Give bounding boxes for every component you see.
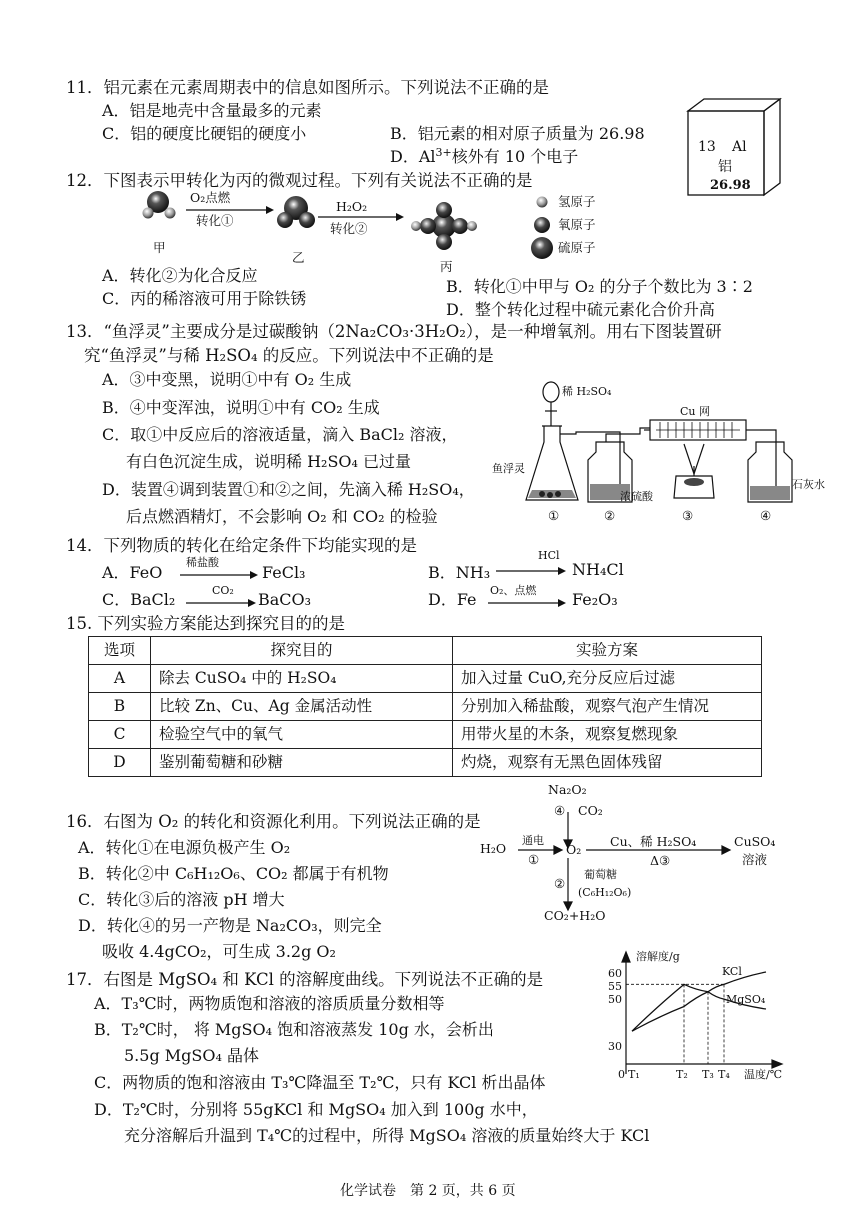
q12-option-c: C．丙的稀溶液可用于除铁锈 bbox=[102, 289, 307, 308]
apparatus-4: ④ bbox=[760, 508, 772, 523]
q13-option-c-line1: C．取①中反应后的溶液适量，滴入 BaCl₂ 溶液， bbox=[102, 425, 458, 444]
q17-option-a: A．T₃℃时，两物质饱和溶液的溶质质量分数相等 bbox=[94, 994, 445, 1013]
q16-option-b: B．转化②中 C₆H₁₂O₆、CO₂ 都属于有机物 bbox=[78, 864, 389, 883]
series-label-kcl: KCl bbox=[722, 965, 742, 978]
q16-option-d-line1: D．转化④的另一产物是 Na₂CO₃，则完全 bbox=[78, 916, 382, 935]
y-tick-label: 50 bbox=[608, 993, 622, 1006]
element-mass: 26.98 bbox=[710, 178, 751, 193]
q16-step1: ① bbox=[528, 852, 540, 867]
q16-step3: Δ③ bbox=[650, 853, 671, 868]
y-tick-label: 30 bbox=[608, 1040, 622, 1053]
arrow2-label: 转化② bbox=[330, 221, 368, 236]
q16-h2o: H₂O bbox=[480, 841, 507, 856]
table-row bbox=[89, 693, 762, 721]
label-cu-mesh: Cu 网 bbox=[680, 405, 710, 418]
y-tick-label: 55 bbox=[608, 980, 622, 993]
q11-option-b: B．铝元素的相对原子质量为 26.98 bbox=[390, 124, 645, 143]
chart-ylabel: 溶解度/g bbox=[636, 950, 680, 963]
q16-solution: 溶液 bbox=[742, 852, 768, 867]
q16-option-c: C．转化③后的溶液 pH 增大 bbox=[78, 890, 285, 909]
chart-xlabel: 温度/℃ bbox=[744, 1068, 783, 1081]
q14-arrow-a bbox=[180, 570, 258, 580]
apparatus-2: ② bbox=[604, 508, 616, 523]
x-tick-label: T₄ bbox=[718, 1068, 730, 1081]
label-dilute-acid: 稀 H₂SO₄ bbox=[562, 385, 612, 398]
label-fish-agent: 鱼浮灵 bbox=[492, 462, 525, 475]
table-cell: 用带火星的木条，观察复燃现象 bbox=[453, 721, 762, 749]
label-limewater: 石灰水 bbox=[792, 478, 825, 491]
table-row bbox=[89, 749, 762, 777]
q14-option-a-condition: 稀盐酸 bbox=[186, 556, 219, 569]
element-card-aluminium bbox=[688, 107, 780, 199]
label-conc-acid: 浓硫酸 bbox=[620, 490, 653, 503]
q17-option-b-line1: B．T₂℃时， 将 MgSO₄ 饱和溶液蒸发 10g 水，会析出 bbox=[94, 1020, 494, 1039]
q14-option-c-condition: CO₂ bbox=[212, 584, 234, 597]
label-bing: 丙 bbox=[440, 259, 453, 274]
q17-option-b-line2: 5.5g MgSO₄ 晶体 bbox=[124, 1046, 259, 1065]
q13-stem-line2: 究“鱼浮灵”与稀 H₂SO₄ 的反应。下列说法中不正确的是 bbox=[84, 346, 494, 365]
q14-option-a-left: A．FeO bbox=[102, 563, 163, 582]
q16-cu-acid: Cu、稀 H₂SO₄ bbox=[610, 834, 697, 849]
table-cell: 比较 Zn、Cu、Ag 金属活动性 bbox=[151, 693, 453, 721]
legend-oxygen: 氧原子 bbox=[558, 217, 596, 232]
q16-glucose-formula: (C₆H₁₂O₆) bbox=[578, 886, 632, 899]
q12-stem: 12．下图表示甲转化为丙的微观过程。下列有关说法不正确的是 bbox=[66, 171, 533, 190]
table-row bbox=[89, 721, 762, 749]
q16-step2: ② bbox=[554, 876, 566, 891]
table-cell: 除去 CuSO₄ 中的 H₂SO₄ bbox=[151, 665, 453, 693]
element-name: 铝 bbox=[718, 159, 732, 175]
q11-option-d: D．$Al^{3+}$核外有 10 个电子 bbox=[390, 146, 579, 166]
q11-stem: 11．铝元素在元素周期表中的信息如图所示。下列说法不正确的是 bbox=[66, 78, 549, 97]
q16-products: CO₂+H₂O bbox=[544, 908, 606, 923]
legend-hydrogen: 氢原子 bbox=[558, 194, 596, 209]
arrow1-label: 转化① bbox=[196, 213, 234, 228]
table-cell: C bbox=[89, 721, 151, 749]
q12-option-b: B．转化①中甲与 O₂ 的分子个数比为 3∶2 bbox=[446, 277, 753, 296]
table-cell: B bbox=[89, 693, 151, 721]
q12-option-d: D．整个转化过程中硫元素化合价升高 bbox=[446, 300, 715, 319]
table-cell: 鉴别葡萄糖和砂糖 bbox=[151, 749, 453, 777]
q16-electrolysis: 通电 bbox=[522, 834, 544, 847]
q14-option-b-condition: HCl bbox=[538, 549, 560, 562]
x-tick-label: T₁ bbox=[628, 1068, 640, 1081]
x-tick-label: T₂ bbox=[676, 1068, 688, 1081]
legend-sulfur: 硫原子 bbox=[558, 240, 596, 255]
q14-option-d-right: Fe₂O₃ bbox=[572, 590, 618, 609]
q14-option-c-right: BaCO₃ bbox=[258, 590, 312, 609]
q11-option-c: C．铝的硬度比硬铝的硬度小 bbox=[102, 124, 307, 143]
q14-option-d-condition: O₂、点燃 bbox=[490, 584, 537, 597]
q14-option-b-right: NH₄Cl bbox=[572, 560, 624, 579]
series-label-mgso4: MgSO₄ bbox=[726, 993, 766, 1006]
q16-option-d-line2: 吸收 4.4gCO₂，可生成 3.2g O₂ bbox=[102, 942, 336, 961]
q15-table bbox=[88, 636, 762, 777]
q14-arrow-b bbox=[496, 566, 566, 576]
table-header: 探究目的 bbox=[151, 637, 453, 665]
table-header: 实验方案 bbox=[453, 637, 762, 665]
q17-option-c: C．两物质的饱和溶液由 T₃℃降温至 T₂℃，只有 KCl 析出晶体 bbox=[94, 1073, 546, 1092]
solubility-chart bbox=[596, 946, 796, 1086]
table-header-row bbox=[89, 637, 762, 665]
table-cell: A bbox=[89, 665, 151, 693]
q16-glucose: 葡萄糖 bbox=[584, 868, 617, 881]
q14-arrow-c bbox=[186, 598, 256, 608]
q13-option-d-line2: 后点燃酒精灯，不会影响 O₂ 和 CO₂ 的检验 bbox=[126, 507, 438, 526]
q14-stem: 14．下列物质的转化在给定条件下均能实现的是 bbox=[66, 536, 417, 555]
q15-stem: 15. 下列实验方案能达到探究目的的是 bbox=[66, 614, 345, 633]
table-cell: 分别加入稀盐酸，观察气泡产生情况 bbox=[453, 693, 762, 721]
q16-step4: ④ bbox=[554, 803, 566, 818]
q14-option-b-left: B．NH₃ bbox=[428, 563, 491, 582]
q13-option-a: A．③中变黑，说明①中有 O₂ 生成 bbox=[102, 370, 352, 389]
q11-option-a: A．铝是地壳中含量最多的元素 bbox=[102, 101, 322, 120]
q16-co2: CO₂ bbox=[578, 803, 603, 818]
q13-option-c-line2: 有白色沉淀生成，说明稀 H₂SO₄ 已过量 bbox=[126, 452, 412, 471]
table-cell: 加入过量 CuO,充分反应后过滤 bbox=[453, 665, 762, 693]
q16-stem: 16．右图为 O₂ 的转化和资源化利用。下列说法正确的是 bbox=[66, 812, 481, 831]
series-line-mgso bbox=[632, 984, 766, 1031]
page-footer: 化学试卷 第 2 页，共 6 页 bbox=[340, 1183, 516, 1199]
table-row bbox=[89, 665, 762, 693]
q12-option-a: A．转化②为化合反应 bbox=[102, 266, 258, 285]
q16-na2o2: Na₂O₂ bbox=[548, 782, 587, 797]
q16-option-a: A．转化①在电源负极产生 O₂ bbox=[78, 838, 291, 857]
element-number: 13 bbox=[698, 139, 716, 155]
arrow2-condition: H₂O₂ bbox=[336, 199, 368, 214]
label-jia: 甲 bbox=[153, 240, 166, 255]
q13-option-d-line1: D．装置④调到装置①和②之间，先滴入稀 H₂SO₄， bbox=[102, 480, 475, 499]
apparatus-1: ① bbox=[548, 508, 560, 523]
q16-cuso4: CuSO₄ bbox=[734, 834, 776, 849]
arrow1-condition: O₂点燃 bbox=[190, 190, 231, 205]
q13-option-b: B．④中变浑浊，说明①中有 CO₂ 生成 bbox=[102, 398, 380, 417]
table-cell: 检验空气中的氧气 bbox=[151, 721, 453, 749]
q17-stem: 17．右图是 MgSO₄ 和 KCl 的溶解度曲线。下列说法不正确的是 bbox=[66, 970, 544, 989]
table-cell: D bbox=[89, 749, 151, 777]
q13-stem-line1: 13．“鱼浮灵”主要成分是过碳酸钠（2Na₂CO₃·3H₂O₂），是一种增氧剂。用右下图装置研 bbox=[66, 322, 722, 341]
q14-option-d-left: D．Fe bbox=[428, 590, 477, 609]
q16-o2: O₂ bbox=[566, 842, 582, 857]
apparatus-3: ③ bbox=[682, 508, 694, 523]
element-symbol: Al bbox=[732, 139, 747, 155]
q14-option-a-right: FeCl₃ bbox=[262, 563, 306, 582]
x-tick-label: 0 bbox=[618, 1068, 625, 1081]
table-header: 选项 bbox=[89, 637, 151, 665]
x-tick-label: T₃ bbox=[702, 1068, 714, 1081]
q14-option-c-left: C．BaCl₂ bbox=[102, 590, 176, 609]
table-cell: 灼烧，观察有无黑色固体残留 bbox=[453, 749, 762, 777]
q17-option-d-line1: D．T₂℃时，分别将 55gKCl 和 MgSO₄ 加入到 100g 水中， bbox=[94, 1100, 538, 1119]
q17-option-d-line2: 充分溶解后升温到 T₄℃的过程中，所得 MgSO₄ 溶液的质量始终大于 KCl bbox=[124, 1126, 650, 1145]
y-tick-label: 60 bbox=[608, 967, 622, 980]
q14-arrow-d bbox=[488, 598, 566, 608]
label-yi: 乙 bbox=[292, 250, 305, 265]
